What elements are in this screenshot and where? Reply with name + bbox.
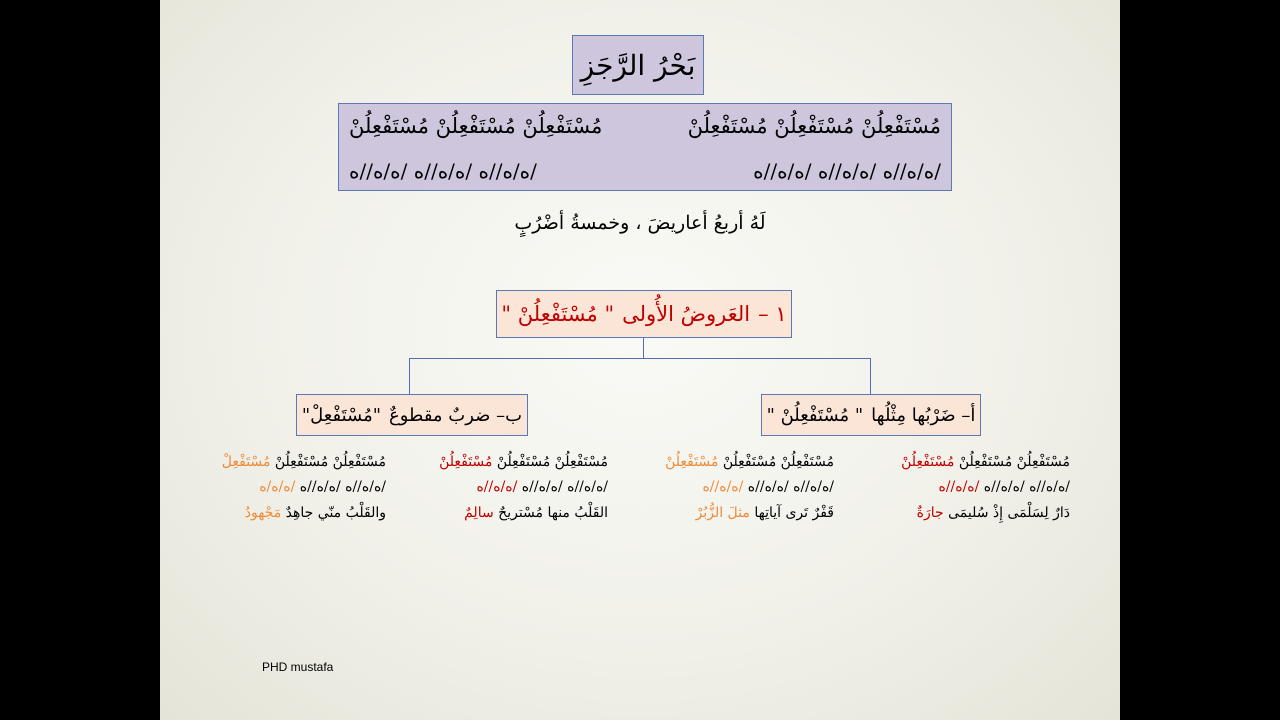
a-verse-left-orange: مثلَ الزُّبُرْ <box>695 505 750 521</box>
b-scan-left-plain: مُسْتَفْعِلُنْ مُسْتَفْعِلُنْ <box>274 454 386 470</box>
page-title <box>572 35 704 95</box>
branch-a-foot: " مُسْتَفْعِلُنْ " <box>766 404 864 426</box>
meter-pattern-row <box>339 151 951 191</box>
a-verse-right-plain: دَارٌ لِسَلْمَى إِذْ سُليمَى <box>948 505 1070 521</box>
branch-b-pattern-left <box>226 475 386 499</box>
section-foot: " مُسْتَفْعِلُنْ " <box>501 302 615 326</box>
b-verse-left-orange: مَجْهودُ <box>244 505 282 521</box>
a-scan-left-orange: مُسْتَفْعِلُنْ <box>665 454 719 470</box>
meter-right-pattern: /ه/ه//ه /ه/ه//ه /ه/ه//ه <box>753 159 941 183</box>
b-scan-right-red: مُسْتَفْعِلُنْ <box>439 454 493 470</box>
b-verse-right-plain: القَلْبُ منها مُسْتريحٌ <box>498 505 608 521</box>
a-scan-right-red: مُسْتَفْعِلُنْ <box>901 454 955 470</box>
branch-a-scansion-left <box>665 450 834 474</box>
branch-a-verse-right <box>892 501 1070 525</box>
slide <box>160 0 1120 720</box>
meter-left-pattern: /ه/ه//ه /ه/ه//ه /ه/ه//ه <box>349 159 537 183</box>
meter-feet-row <box>339 106 951 146</box>
branch-b-label: ب– ضربٌ مقطوعٌ <box>389 404 523 426</box>
b-scan-left-orange: مُسْتَفْعِلْ <box>221 454 271 470</box>
title-text: بَحْرُ الرَّجَزِ <box>580 48 696 82</box>
connector-vertical-a <box>870 358 871 394</box>
branch-b-verse-left <box>226 501 386 525</box>
subtitle: لَهُ أربعُ أعاريضَ ، وخمسةُ أضْرُبٍ <box>514 212 766 234</box>
a-scan-left-plain: مُسْتَفْعِلُنْ مُسْتَفْعِلُنْ <box>722 454 834 470</box>
branch-a-verse-left <box>676 501 834 525</box>
connector-vertical-main <box>643 338 644 358</box>
meter-right-hemistich: مُسْتَفْعِلُنْ مُسْتَفْعِلُنْ مُسْتَفْعِلُنْ <box>687 114 941 138</box>
branch-b-scansion-right <box>428 450 608 474</box>
a-pat-right-red: /ه/ه//ه <box>938 479 980 495</box>
b-pat-left-orange: /ه/ه/ه <box>259 479 296 495</box>
a-pat-right-plain: /ه/ه//ه /ه/ه//ه <box>983 479 1070 495</box>
branch-a-scansion-right <box>892 450 1070 474</box>
b-scan-right-plain: مُسْتَفْعِلُنْ مُسْتَفْعِلُنْ <box>496 454 608 470</box>
b-pat-left-plain: /ه/ه//ه /ه/ه//ه <box>299 479 386 495</box>
section-box <box>496 290 792 338</box>
connector-vertical-b <box>409 358 410 394</box>
section-number: ١ – <box>758 302 787 326</box>
connector-horizontal <box>409 358 871 359</box>
branch-a-box <box>761 394 981 436</box>
a-pat-left-plain: /ه/ه//ه /ه/ه//ه <box>747 479 834 495</box>
a-verse-left-plain: قَفْرٌ تَرى آياتِها <box>754 505 834 521</box>
b-pat-right-plain: /ه/ه//ه /ه/ه//ه <box>521 479 608 495</box>
b-verse-right-red: سالِمٌ <box>464 505 494 521</box>
b-pat-right-red: /ه/ه//ه <box>476 479 518 495</box>
branch-b-pattern-right <box>428 475 608 499</box>
branch-b-foot: "مُسْتَفْعِلْ" <box>301 404 382 426</box>
a-verse-right-red: جارَةٌ <box>916 505 944 521</box>
a-pat-left-orange: /ه/ه//ه <box>702 479 744 495</box>
branch-a-label: أ– ضَرْبُها مِثْلُها <box>871 404 976 426</box>
branch-b-box <box>296 394 528 436</box>
branch-a-pattern-left <box>676 475 834 499</box>
meter-left-hemistich: مُسْتَفْعِلُنْ مُسْتَفْعِلُنْ مُسْتَفْعِلُنْ <box>349 114 603 138</box>
meter-box <box>338 103 952 191</box>
branch-b-verse-right <box>428 501 608 525</box>
b-verse-left-plain: والقَلْبُ منّي جاهِدٌ <box>285 505 386 521</box>
footer-credit: PHD mustafa <box>262 660 334 674</box>
a-scan-right-plain: مُسْتَفْعِلُنْ مُسْتَفْعِلُنْ <box>958 454 1070 470</box>
branch-a-pattern-right <box>892 475 1070 499</box>
branch-b-scansion-left <box>221 450 386 474</box>
section-label: العَروضُ الأُولى <box>622 302 751 326</box>
